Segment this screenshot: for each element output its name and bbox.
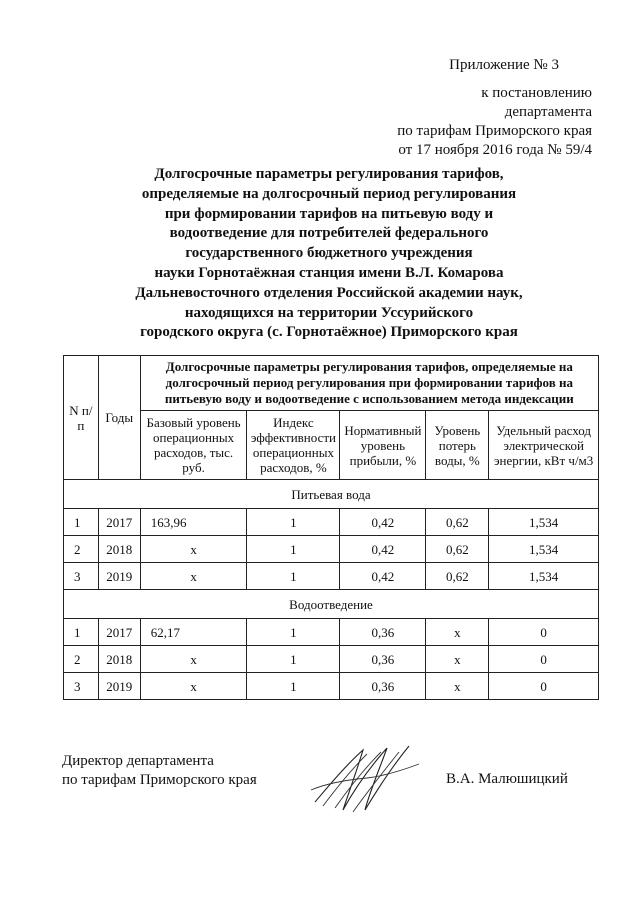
cell: х: [426, 619, 489, 646]
appendix-ref-line-3: от 17 ноября 2016 года № 59/4: [398, 142, 592, 158]
title-line: городского округа (с. Горнотаёжное) Приморского края: [140, 324, 518, 341]
cell: 2017: [98, 509, 140, 536]
header-efficiency-index: Индекс эффективности операционных расходов, %: [247, 411, 340, 480]
cell: 2: [64, 646, 99, 673]
cell: 1: [64, 509, 99, 536]
header-water-loss: Уровень потерь воды, %: [426, 411, 489, 480]
handwritten-signature: [305, 740, 425, 815]
table-row: [64, 536, 599, 563]
signatory-position-line-1: Директор департамента: [62, 753, 214, 769]
cell: 1,534: [489, 509, 599, 536]
appendix-ref-line-2: по тарифам Приморского края: [397, 123, 592, 139]
table-row: [64, 646, 599, 673]
cell: 0: [489, 673, 599, 700]
cell: 1: [247, 509, 340, 536]
cell: 1: [247, 536, 340, 563]
cell: 1,534: [489, 536, 599, 563]
header-year: Годы: [98, 356, 140, 480]
cell: 1,534: [489, 563, 599, 590]
table-row: [64, 619, 599, 646]
appendix-number: Приложение № 3: [449, 57, 559, 73]
cell: 0: [489, 619, 599, 646]
parameters-table: [63, 355, 599, 700]
header-num: N п/п: [64, 356, 99, 480]
cell: 0,42: [340, 509, 426, 536]
cell: 0,62: [426, 563, 489, 590]
signatory-position-line-2: по тарифам Приморского края: [62, 772, 257, 788]
cell: х: [140, 673, 247, 700]
cell: 0,36: [340, 646, 426, 673]
cell: 1: [247, 619, 340, 646]
cell: 0,36: [340, 673, 426, 700]
cell: х: [426, 673, 489, 700]
title-line: водоотведение для потребителей федерального: [169, 225, 489, 242]
title-line: государственного бюджетного учреждения: [185, 245, 473, 262]
table-row: [64, 509, 599, 536]
cell: 3: [64, 673, 99, 700]
cell: 2019: [98, 673, 140, 700]
appendix-block: [392, 56, 592, 160]
appendix-ref-line-1: к постановлению департамента: [481, 85, 592, 120]
cell: 1: [247, 646, 340, 673]
cell: 2018: [98, 536, 140, 563]
cell: х: [426, 646, 489, 673]
table-row: [64, 673, 599, 700]
cell: 0,42: [340, 536, 426, 563]
cell: 1: [64, 619, 99, 646]
title-line: Долгосрочные параметры регулирования тарифов,: [154, 166, 504, 182]
cell: 62,17: [140, 619, 247, 646]
title-line: Дальневосточного отделения Российской академии наук,: [135, 284, 523, 301]
section-drinking-water: Питьевая вода: [64, 480, 599, 509]
cell: 2017: [98, 619, 140, 646]
cell: 0,62: [426, 509, 489, 536]
cell: 3: [64, 563, 99, 590]
title-line: находящихся на территории Уссурийского: [184, 304, 474, 321]
document-title: [100, 165, 558, 343]
cell: 2019: [98, 563, 140, 590]
cell: х: [140, 536, 247, 563]
cell: 0: [489, 646, 599, 673]
cell: х: [140, 646, 247, 673]
cell: 0,42: [340, 563, 426, 590]
table-row: [64, 563, 599, 590]
cell: 2: [64, 536, 99, 563]
title-line: науки Горнотаёжная станция имени В.Л. Комарова: [154, 264, 504, 281]
cell: х: [140, 563, 247, 590]
title-line: при формировании тарифов на питьевую воду и: [164, 205, 494, 222]
cell: 0,36: [340, 619, 426, 646]
cell: 2018: [98, 646, 140, 673]
header-group: Долгосрочные параметры регулирования тарифов, определяемые на долгосрочный период регулирования при формировании тарифов на питьевую воду и водоотведение с использованием метода индексации: [140, 356, 598, 411]
cell: 0,62: [426, 536, 489, 563]
section-wastewater: Водоотведение: [64, 590, 599, 619]
title-line: определяемые на долгосрочный период регулирования: [141, 185, 517, 202]
cell: 1: [247, 563, 340, 590]
header-profit-level: Нормативный уровень прибыли, %: [340, 411, 426, 480]
cell: 163,96: [140, 509, 247, 536]
header-base-expenses: Базовый уровень операционных расходов, тыс. руб.: [140, 411, 247, 480]
header-energy-consumption: Удельный расход электрической энергии, кВт ч/м3: [489, 411, 599, 480]
signatory-name: В.А. Малюшицкий: [446, 771, 568, 787]
signatory-position: [62, 752, 257, 790]
cell: 1: [247, 673, 340, 700]
